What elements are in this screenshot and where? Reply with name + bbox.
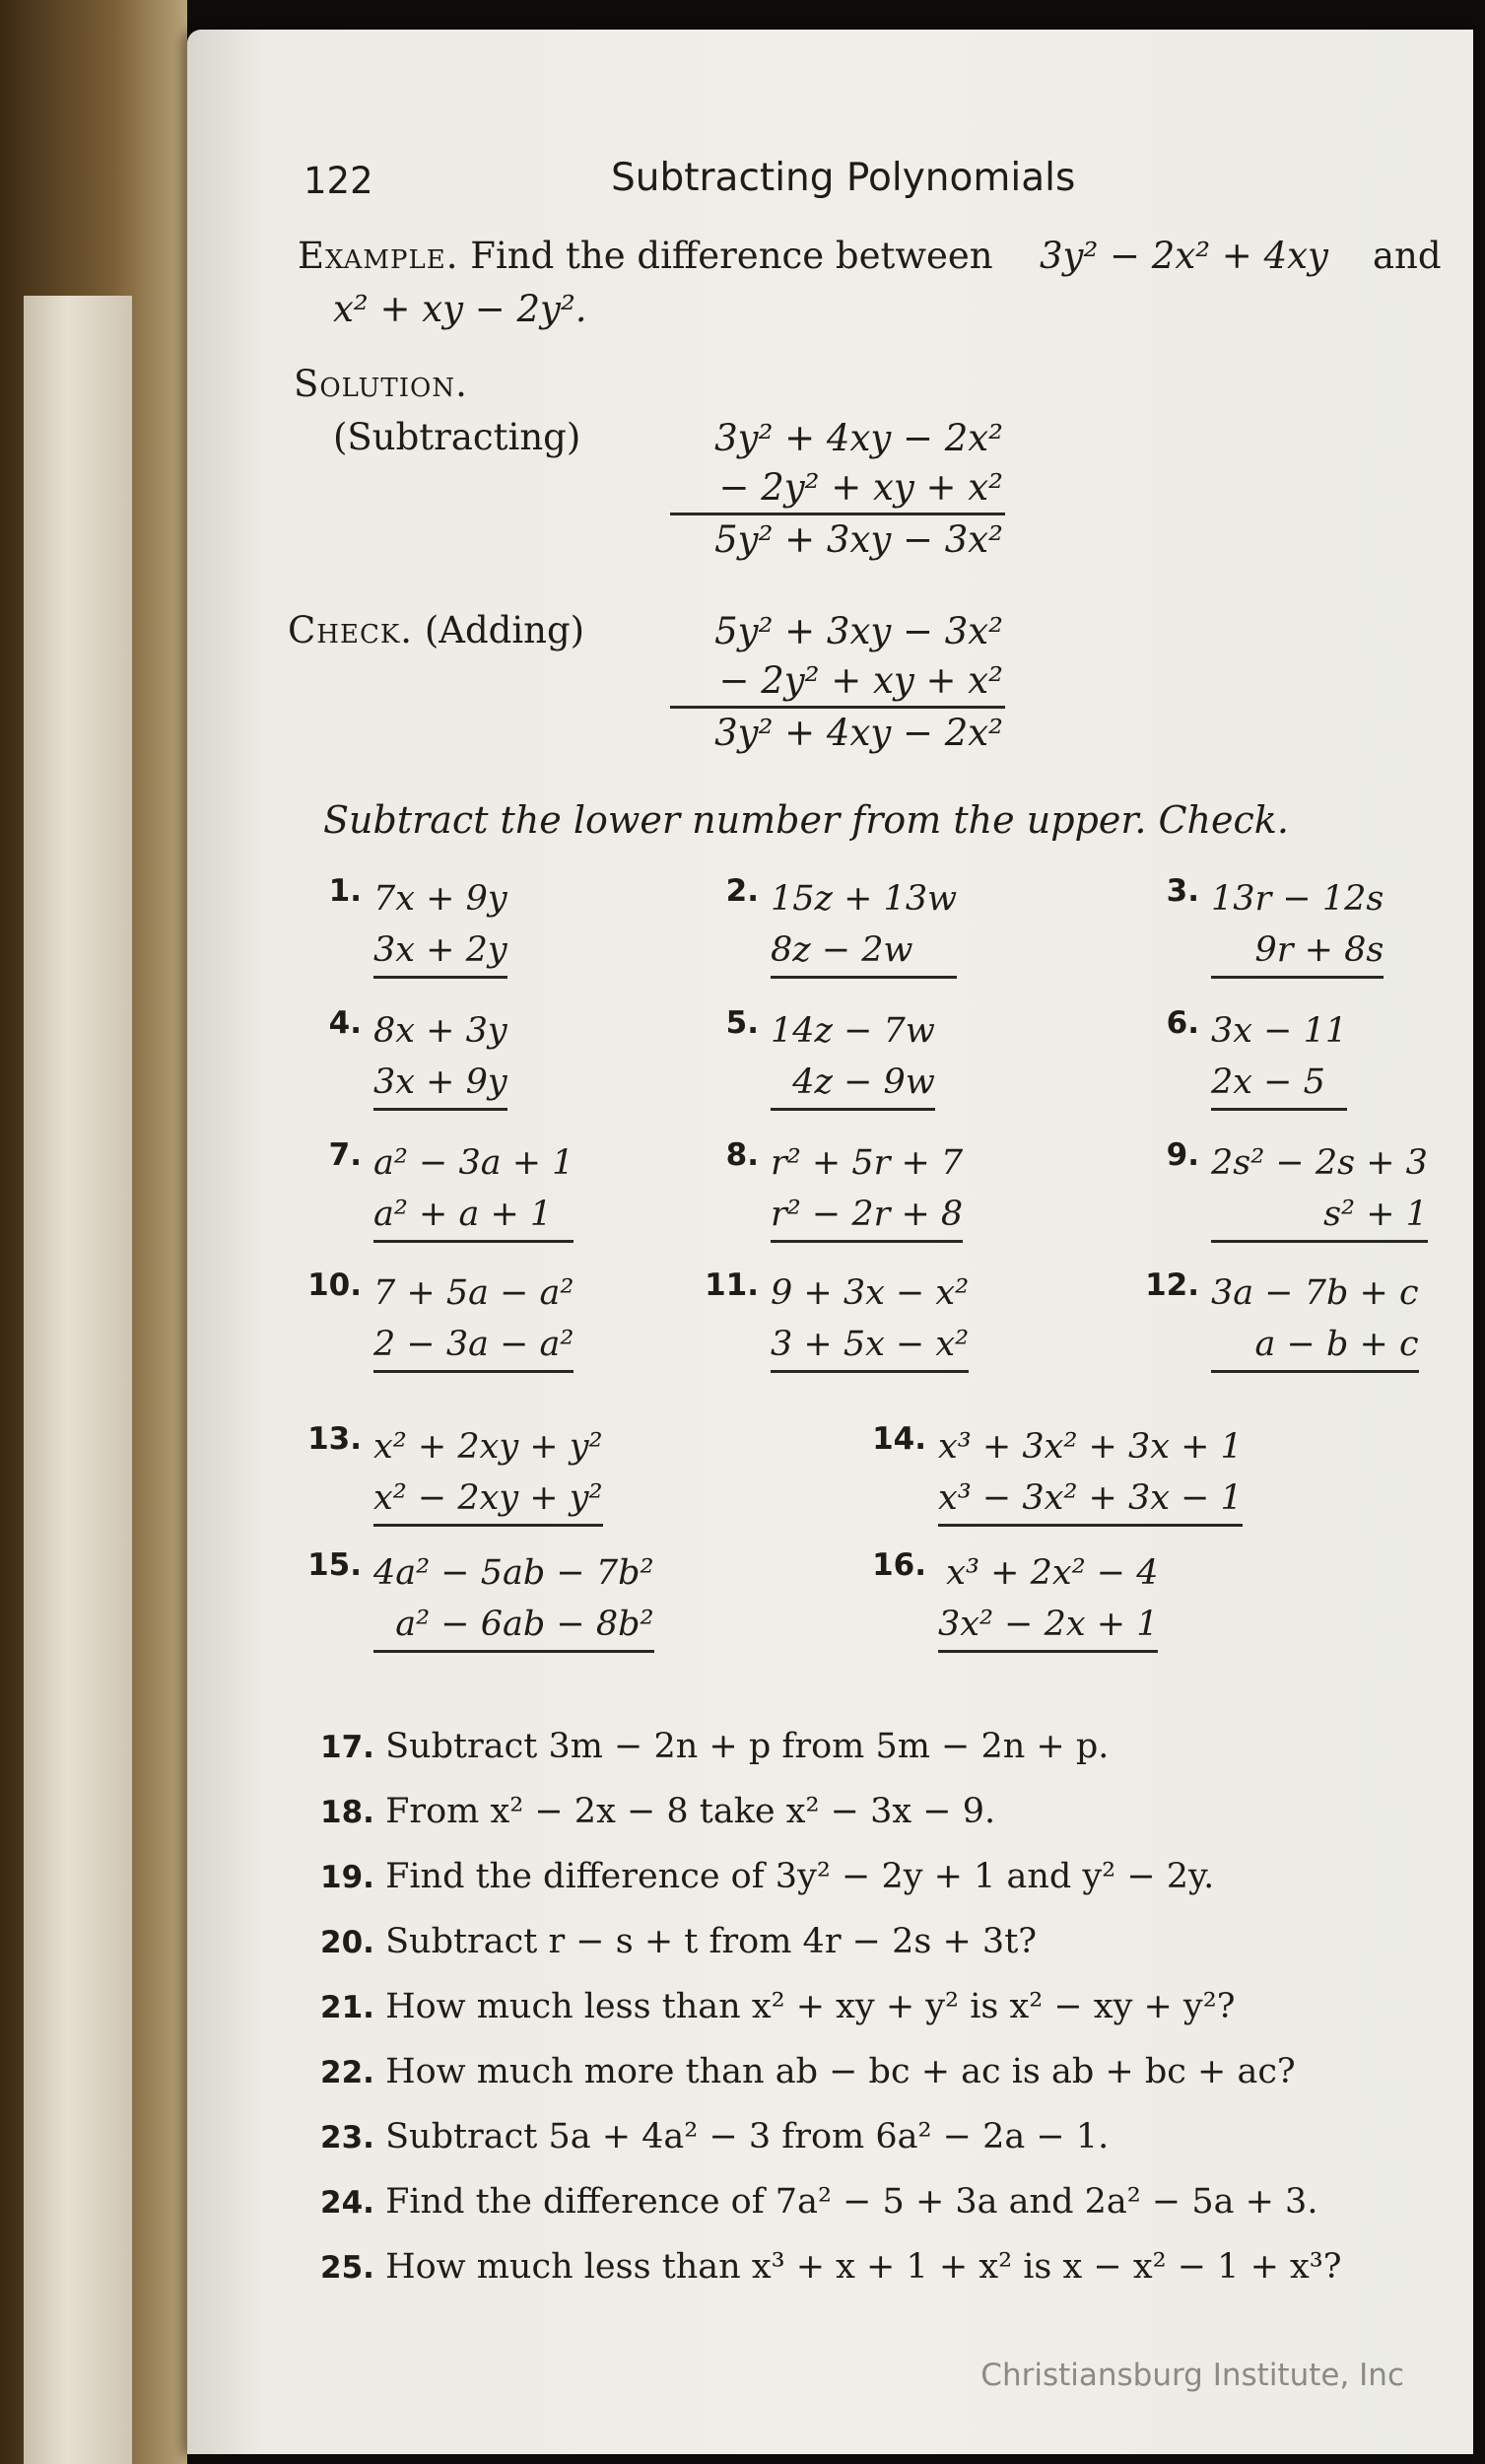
problem-3 <box>1158 873 1384 979</box>
problem-number: 13. <box>307 1421 362 1457</box>
problem-4 <box>320 1005 507 1111</box>
problem-expression: 7 + 5a − a² 2 − 3a − a² <box>373 1267 574 1373</box>
subtraction-row-1: 3y² + 4xy − 2x² <box>714 417 1003 459</box>
problem-expression: x² + 2xy + y² x² − 2xy + y² <box>373 1421 603 1527</box>
subtraction-work <box>670 414 1005 565</box>
problem-number: 3. <box>1166 873 1199 909</box>
problem-14 <box>865 1421 1243 1527</box>
problem-number: 4. <box>328 1005 362 1041</box>
problem-expression: r² + 5r + 7 r² − 2r + 8 <box>771 1137 963 1243</box>
problem-number: 15. <box>307 1547 362 1583</box>
word-problem-22: 22. How much more than ab − bc + ac is ab + bc + ac? <box>320 2052 1296 2091</box>
problem-16 <box>865 1547 1158 1653</box>
word-problem-23: 23. Subtract 5a + 4a² − 3 from 6a² − 2a − 1. <box>320 2117 1110 2156</box>
word-problem-21: 21. How much less than x² + xy + y² is x² − xy + y²? <box>320 1987 1236 2026</box>
addition-work <box>670 607 1005 758</box>
example-label: Example. <box>298 235 459 277</box>
example-and: and <box>1373 235 1442 277</box>
example-statement <box>298 235 993 277</box>
problem-10 <box>301 1267 574 1373</box>
problem-expression: 13r − 12s 9r + 8s <box>1211 873 1384 979</box>
problem-expression: 2s² − 2s + 3 s² + 1 <box>1211 1137 1428 1243</box>
problem-expression: x³ + 2x² − 4 3x² − 2x + 1 <box>938 1547 1158 1653</box>
problem-number: 2. <box>725 873 759 909</box>
problem-expression: 3x − 11 2x − 5 <box>1211 1005 1347 1111</box>
problem-number: 5. <box>725 1005 759 1041</box>
word-problem-18: 18. From x² − 2x − 8 take x² − 3x − 9. <box>320 1792 996 1831</box>
word-problem-25: 25. How much less than x³ + x + 1 + x² is x − x² − 1 + x³? <box>320 2247 1342 2287</box>
problem-7 <box>320 1137 574 1243</box>
problem-number: 6. <box>1166 1005 1199 1041</box>
problem-15 <box>301 1547 654 1653</box>
problem-expression: 7x + 9y 3x + 2y <box>373 873 507 979</box>
word-problem-19: 19. Find the difference of 3y² − 2y + 1 and y² − 2y. <box>320 1857 1215 1896</box>
problem-9 <box>1158 1137 1428 1243</box>
word-problem-24: 24. Find the difference of 7a² − 5 + 3a and 2a² − 5a + 3. <box>320 2182 1318 2222</box>
problem-5 <box>717 1005 935 1111</box>
exercise-instructions: Subtract the lower number from the upper. Check. <box>323 798 1289 842</box>
problem-13 <box>301 1421 603 1527</box>
check-statement <box>288 609 584 651</box>
addition-result: 3y² + 4xy − 2x² <box>714 712 1003 754</box>
page-stack-edge <box>24 296 132 2464</box>
book-page <box>187 30 1473 2454</box>
problem-expression: 8x + 3y 3x + 9y <box>373 1005 507 1111</box>
addition-row-2: − 2y² + xy + x² <box>670 656 1005 709</box>
subtraction-row-2: − 2y² + xy + x² <box>670 463 1005 515</box>
page-title: Subtracting Polynomials <box>611 156 1076 200</box>
problem-number: 7. <box>328 1137 362 1173</box>
problem-number: 1. <box>328 873 362 909</box>
problem-12 <box>1138 1267 1419 1373</box>
problem-number: 12. <box>1145 1267 1199 1303</box>
problem-expression: 15z + 13w 8z − 2w <box>771 873 957 979</box>
problem-number: 11. <box>705 1267 759 1303</box>
problem-number: 10. <box>307 1267 362 1303</box>
page-number: 122 <box>304 160 373 202</box>
solution-label: Solution. <box>294 363 468 405</box>
problem-expression: 14z − 7w 4z − 9w <box>771 1005 935 1111</box>
subtracting-label: (Subtracting) <box>333 416 581 458</box>
problem-expression: 3a − 7b + c a − b + c <box>1211 1267 1419 1373</box>
problem-expression: 9 + 3x − x² 3 + 5x − x² <box>771 1267 969 1373</box>
addition-row-1: 5y² + 3xy − 3x² <box>714 610 1003 652</box>
problem-2 <box>717 873 957 979</box>
example-text: Find the difference between <box>470 235 993 277</box>
example-expression-1: 3y² − 2x² + 4xy <box>1040 235 1328 277</box>
example-expression-2: x² + xy − 2y². <box>333 288 587 330</box>
word-problem-17: 17. Subtract 3m − 2n + p from 5m − 2n + p. <box>320 1727 1110 1766</box>
problem-11 <box>698 1267 969 1373</box>
problem-1 <box>320 873 507 979</box>
problem-expression: 4a² − 5ab − 7b² a² − 6ab − 8b² <box>373 1547 654 1653</box>
problem-number: 8. <box>725 1137 759 1173</box>
check-label: Check. <box>288 609 414 651</box>
watermark: Christiansburg Institute, Inc <box>980 2358 1404 2393</box>
subtraction-result: 5y² + 3xy − 3x² <box>714 518 1003 561</box>
problem-6 <box>1158 1005 1347 1111</box>
problem-8 <box>717 1137 963 1243</box>
problem-number: 9. <box>1166 1137 1199 1173</box>
word-problem-20: 20. Subtract r − s + t from 4r − 2s + 3t? <box>320 1922 1038 1961</box>
problem-expression: x³ + 3x² + 3x + 1 x³ − 3x² + 3x − 1 <box>938 1421 1243 1527</box>
problem-number: 14. <box>872 1421 926 1457</box>
problem-expression: a² − 3a + 1 a² + a + 1 <box>373 1137 574 1243</box>
problem-number: 16. <box>872 1547 926 1583</box>
adding-label: (Adding) <box>424 609 585 651</box>
